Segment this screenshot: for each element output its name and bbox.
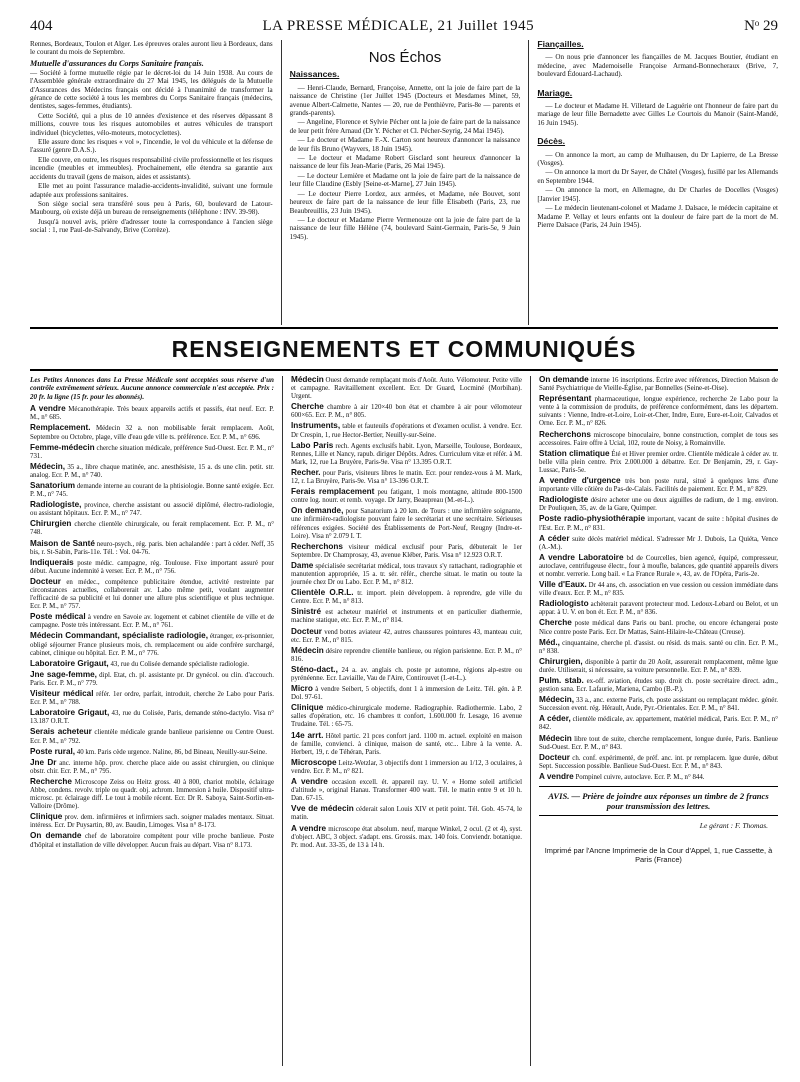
classified-ad [291,543,522,560]
ad-keyword: Micro [291,684,313,694]
classified-ad [291,608,522,625]
ad-keyword: Visiteur médical [30,689,94,699]
ad-text: occasion excell. ét. appareil ray. U. V. « Home soleil artificiel d'altitude », original Hanau. Transformer 400 watt. Tél. le matin entre 9 et 10 h. Dan. 67-15. [291,779,522,803]
classified-ad [291,685,522,702]
classified-ad [539,619,778,636]
engagement-item: — On nous prie d'annoncer les fiançailles de M. Jacques Boutier, étudiant en médecine, avec Mademoiselle Françoise Armand-Bonnecheraux (Brive, 7, boulevard Édouard-Lachaud). [537,53,778,79]
ad-text: tr. import. plein développem. à reprendre, gde ville du Centre. Ecr. P. M., n° 813. [291,590,522,606]
classified-ad [30,559,274,576]
ad-keyword: 14e arrt. [291,730,324,740]
ad-text: table et fauteuils d'opérations et d'examen oculist. à vendre. Ecr. Dr Crespin, 1, rue Hector-Bertier, Neuilly-sur-Seine. [291,423,522,439]
ad-text: cinquantaine, cherche pl. d'assist. ou résid. ds mais. santé ou clin. Ecr. P. M., n° 838. [539,639,778,655]
ad-keyword: A vendre [539,771,574,781]
ad-text: visiteur médical exclusif pour Paris, débuterait le 1er Septembre. Dr Champrosay, 43, avenue Kléber, Paris. Visa n° 12.923 O.R.T. [291,543,522,559]
ad-text: dipl. Etat, ch. pl. assistante pr. Dr gynécol. ou clin. d'accouch. Paris. Ecr. P. M., n° 779. [30,671,274,687]
classified-ad [291,647,522,664]
classified-ad [539,515,778,532]
ad-keyword: Poste rural, [30,746,76,756]
classified-ad [539,677,778,694]
ad-text: ch. conf. expérimenté, de préf. anc. int. pr remplacem. lgue durée, début Sept. Succession possible. Banlieue Sud-Ouest. Ecr. P. M., n° 843. [539,754,778,770]
classified-ad [30,660,274,669]
classified-ad [30,748,274,757]
paragraph: Rennes, Bordeaux, Toulon et Alger. Les épreuves orales auront lieu à Bordeaux, dans le courant du mois de Septembre. [30,40,273,57]
classified-ad [30,405,274,422]
ad-keyword: Femme-médecin [30,442,95,452]
ad-keyword: A céder, [539,714,571,724]
ad-text: chambre à air 120×40 bon état et chambre à air pour vélomoteur 600×65. Ecr. P. M., n° 805. [291,404,522,420]
ad-keyword: A vendre [291,777,328,787]
ad-keyword: Jne sage-femme, [30,669,97,679]
ad-keyword: Sinistré [291,607,322,617]
classified-ad [539,376,778,393]
classified-ad [30,832,274,849]
classified-ad [539,535,778,552]
ad-keyword: Jne Dr [30,757,57,767]
ad-text: 35 a., libre chaque matinée, anc. anesthésiste, 15 a. ds une clin. petit. str. analog. Ecr. P. M., n° 740. [30,463,274,479]
classified-ad [291,825,522,850]
top-section [30,40,778,325]
ad-text: très bon poste rural, situé à quelques kms d'une importante ville côtière du Pas-de-Calais. Facilités de paiement. Ecr. P. M., n° 829. [539,478,778,494]
paragraph: Elle assure donc les risques « vol », l'incendie, le vol du véhicule et la défense de l'assuré (genre D.A.S.). [30,138,273,155]
ad-keyword: Pulm. stab. [539,676,584,685]
classified-ad [539,581,778,598]
right-column [528,40,778,325]
rubric-mariage: Mariage. [537,87,573,98]
ad-keyword: A céder [539,533,570,543]
ad-text: chef de laboratoire compétent pour ville proche banlieue. Poste d'hôpital et installation de ville développer. Aucun frais au départ. Visa n° 8.173. [30,833,274,849]
ad-keyword: Maison de Santé [30,538,95,548]
ad-text: référ. 1er ordre, parfait, introduit, cherche 2e Labo pour Paris. Ecr. P. M., n° 788. [30,691,274,707]
ad-keyword: Remplacement. [30,423,91,433]
ad-text: pour Paris, visiteurs libres le matin. Ecr. pour rendez-vous à M. Mark, 12, r. La Bruyère, Paris-9e. Visa n° 13-396 O.R.T. [291,469,522,486]
ad-text: peu fatigant, 1 mois montagne, altitude 800-1500 contre log. nourr. et remb. voyage. Dr Jarry, Beaupreau (M.-et-L.). [291,489,522,505]
ad-keyword: Radiologiste, [30,500,82,510]
classified-ad [291,376,522,401]
ad-text: microscope binoculaire, bonne construction, complet de tous ses accessoires. Faire offre à Ucial, 102, route de Noisy, à Romainville. [539,431,778,447]
page-number: 404 [30,18,53,34]
ad-keyword: Cherche [539,618,572,628]
ad-keyword: A vendre Laboratoire [539,552,624,562]
ad-text: Mécanothérapie. Très beaux appareils actifs et passifs, état neuf. Ecr. P. M., n° 685. [30,406,274,422]
death-item: — On annonce la mort, en Allemagne, du Dr Charles de Docelles (Vosges) [Janvier 1945]. [537,186,778,203]
ad-text: pharmaceutique, longue expérience, recherche 2e Labo pour la vente à la commission de produits, de préférence conformément, dans les départem. suivants : Vienne, Indre-et-Loire, Loir-et-Cher, Indre, Eure, Eure-et-Loir, Calvados et Orne. Ecr. P. M., n° 826. [539,396,778,428]
ad-keyword: A vendre [30,404,66,414]
birth-item: — Le docteur et Madame Pierre Vermenouze ont la joie de faire part de la naissance de leur fille Hélène (74, boulevard Saint-Germain, Paris-5e, 9 Juin 1945). [289,215,521,241]
classified-ad [30,728,274,745]
classified-ad [291,589,522,606]
ad-keyword: Radiologiste [539,495,589,505]
ad-keyword: Poste médical [30,612,86,622]
classified-ad [539,554,778,579]
rubric-naissances: Naissances. [289,69,340,80]
ad-keyword: Recherchons [291,541,343,551]
classified-ad [539,754,778,771]
classified-ad [539,600,778,617]
ad-text: demande interne au courant de la phtisiologie. Bonne santé exigée. Ecr. P. M., n° 745. [30,482,274,499]
classified-ad [30,482,274,499]
paragraph: Elle couvre, en outre, les risques responsabilité civile professionnelle et les risques incendie (meubles et immeubles). Prochainement, elle étendra sa garantie aux accidents du travail (gens de maison, aides et assistants). [30,155,273,181]
death-item: — On annonce la mort, au camp de Mulhausen, du Dr Lapierre, de La Bresse (Vosges). [537,150,778,168]
classified-ad [539,450,778,475]
ad-text: disponible à partir du 20 Août, assurerait remplacement, même lgue durée. Utiliserait, si nécessaire, sa voiture personnelle. Ecr. P. M., n° 839. [539,658,778,674]
ad-text: prov. dem. infirmières et infirmiers sach. soigner malades mentaux. Situat. intéress. Ecr. Dr Puysartin, 80, av. Baudin, Limoges. Visa n° 8-173. [30,814,274,830]
journal-title: LA PRESSE MÉDICALE, 21 Juillet 1945 [262,18,535,34]
classified-ad [291,666,522,683]
rubric-fiancailles: Fiançailles. [537,40,584,49]
ad-text: vend bottes aviateur 42, autres chaussures pointures 43, manteau cuir, etc. Ecr. P. M., n° 815. [291,628,522,644]
ads-column-3 [530,376,778,1066]
ad-text: Pompinel cuivre, autoclave. Ecr. P. M., n° 844. [575,773,705,781]
classified-ad [291,442,522,467]
ad-text: cherche situation médicale, préférence Sud-Ouest. Ecr. P. M., n° 731. [30,444,274,460]
ad-text: Dr 44 ans, ch. association en vue cession ou cession immédiate dans ville d'eaux. Ecr. P. M., n° 835. [539,582,778,598]
ad-text: bd de Courcelles, bien agencé, équipé, compresseur, autoclave, centrifugeuse électr., four à moufle, balances, gde quantité appareils divers et nombr. verrerie. Long bail. « La France Rurale », 43, av. de l'Opéra, Paris-2e. [539,554,778,578]
ad-text: 43, rue du Colisée, Paris, demande sténo-dactylo. Visa n° 13.187 O.R.T. [30,710,274,726]
ad-keyword: Docteur [30,576,61,586]
ad-text: important, vacant de suite : hôpital d'usines de l'Est. Ecr. P. M., n° 831. [539,516,778,532]
ad-keyword: Laboratoire Grigaut, [30,658,109,668]
ad-text: 24 a. av. anglais ch. poste pr automne, régions alp-estre ou pyrénéenne. Ecr. Laviaille, Vau de l'Aire, Contirouvet (I.-et-L.). [291,666,522,682]
classified-ad [291,759,522,776]
ad-keyword: Représentant [539,394,592,404]
classified-ad [291,704,522,729]
ad-keyword: Sanatorium [30,480,76,490]
ad-keyword: On demande [539,376,589,384]
birth-item: — Angeline, Florence et Sylvie Pécher ont la joie de faire part de la naissance de leur petit frère Arnaud (Dr Y. Pécher et Cl. Pécher-Seyrig, 24 Mai 1945). [289,118,521,135]
paragraph: Cette Société, qui a plus de 10 années d'existence et des réserves dépassant 8 millions, couvre tous les risques automobiles et autres véhicules de transport individuel (bicyclettes, vélo-moteurs, motocyclettes). [30,111,273,137]
ad-keyword: Médecin, [539,695,575,705]
ad-keyword: Recherche [30,776,72,786]
ad-keyword: Ferais remplacement [291,487,375,497]
death-item: — On annonce la mort du Dr Sayer, de Châtel (Vosges), fusillé par les Allemands en Septembre 1944. [537,168,778,185]
ad-text: neuro-psych., rég. paris. bien achalandée : part à céder. Neff, 35 bis, r. St-Sabin, Paris-11e. Tél. : Vol. 04-76. [30,540,274,556]
paragraph: Jusqu'à nouvel avis, prière d'adresser toute la correspondance à l'ancien siège social : 1, rue Paul-de-Salvandy, Brive (Corrèze). [30,217,273,235]
ad-text: clientèle médicale, av. appartement, matériel médical, Paris. Ecr. P. M., n° 842. [539,716,778,732]
ad-text: cherche clientèle chirurgicale, ou ferait remplacement. Ecr. P. M., n° 748. [30,521,274,537]
ad-keyword: Instruments, [291,421,341,431]
ad-text: à vendre en Savoie av. logement et cabinet clientèle de ville et de campagne. Poste très intéressant. Ecr. P. M., n° 761. [30,614,274,630]
ad-text: à vendre Seibert, 5 objectifs, dont 1 à immersion de Leitz. Tél. gén. à P. Dol. 97-61. [291,686,522,702]
ad-text: microscope état absolum. neuf, marque Winkel, 2 ocul. (2 et 4), syst. d'object. ABC, 3 object. s'adapt. ens. Grossis. max. 140 fois. Conviendr. botanique. Pr. mod. Aut. 33-35, de 13 à 14 h. [291,825,522,849]
ad-text: libre tout de suite, cherche remplacement, longue durée, Paris. Banlieue Sud-Ouest. Ecr. P. M., n° 843. [539,735,778,751]
ad-keyword: Clinique [30,812,63,822]
classified-ad [30,578,274,611]
classified-ad [30,671,274,688]
ad-keyword: Chirurgien, [539,656,583,666]
ads-column-1 [30,376,274,1066]
classified-ad [539,773,778,782]
classified-ad [291,562,522,587]
ad-text: 43, rue du Colisée demande spécialiste radiologie. [110,660,249,668]
ad-text: province, cherche assistant ou associé diplômé, électro-radiologie, ou assistant hôpitaux. Ecr. P. M., n° 747. [30,502,274,518]
ad-text: poste médical dans Paris ou banl. proche, ou encore échangerai poste Nice contre poste Paris. Ecr. Dr Mattas, Saint-Hilaire-le-Château (Creuse). [539,620,778,636]
ad-keyword: Cherche [291,402,324,412]
ad-keyword: On demande, [291,506,344,516]
classified-ad [30,613,274,630]
ad-text: poste médic. campagne, rég. Toulouse. Fixe important assuré pour début. Aucune indemnité à verser. Ecr. P. M., n° 756. [30,559,274,575]
ad-keyword: Serais acheteur [30,727,92,737]
ad-keyword: Recher. [291,467,321,477]
classifieds-section [30,376,778,1066]
classified-ad [30,520,274,537]
ad-text: spécialisée secrétariat médical, tous travaux s'y rattachant, radiographie et manutention appropriée, 15 a. tr. sér. référ., cherche situat. le matin ou toute la journée chez Dr ou Labo. Ecr. P. M., n° 812. [291,562,522,587]
death-item: — Le médecin lieutenant-colonel et Madame J. Dalsace, le médecin capitaine et Madame P. Vellay et leurs enfants ont la douleur de faire part de la mort de M. Pierre Dalsace (Paris, 24 Juin 1945). [537,204,778,229]
ad-keyword: Microscope [291,757,337,767]
ad-keyword: Médecin [291,376,324,384]
ad-text: interne 16 inscriptions. Écrire avec références, Direction Maison de Santé Psychiatrique de Vieille-Église, par Bonnelles (Seine-et-Oise). [539,377,778,393]
classified-ad [539,735,778,752]
ad-text: suite décès matériel médical. S'adresser Mr J. Dubois, La Quiéta, Vence (A.-M.). [539,535,778,551]
ad-text: Hôtel partic. 21 pces confort jard. 1100 m. actuel. exploité en maison de famille, convienci. à clinique, maison de santé, etc... Libre à la vente. A. Herbert, 19, r. de Téhéran, Paris. [291,732,522,756]
ad-text: 33 a., anc. externe Paris, ch. poste assistant ou remplaçant médec. génér. Succession event. rég. Hérault, Aude, Pyr.-Orientales. Ecr. P. M., n° 841. [539,697,778,713]
ad-keyword: Docteur [291,626,322,636]
ad-text: pour Sanatorium à 20 km. de Tours : une infirmière soignante, une infirmière-radiologiste pouvant faire le secrétariat et une secrétaire. Sérieuses références exigées. Société des Établissements de Port-Neuf, Reugny (Indre-et-Loire). Visa n° 2.079 I. T. [291,508,522,540]
ad-text: Été et Hiver premier ordre. Clientèle médicale à céder av. tr. belle villa plein centre. Prix 2.000.000 à débattre. Ecr. Dr Benjamin, 29, r. Gay-Lussac, Paris-5e. [539,450,778,474]
classified-ad [539,395,778,428]
ad-keyword: A vendre [291,823,327,833]
ad-keyword: Clientèle O.R.L. [291,588,354,598]
ad-keyword: Ville d'Eaux. [539,580,587,590]
ad-keyword: Dame [291,560,314,570]
ad-keyword: Poste radio-physiothérapie [539,514,646,524]
ad-text: en médec., compétence publicitaire étendue, activité restreinte par circonstances actuelles, collaborerait av. Labo même petit, voulant augmenter l'efficacité de sa publicité et lui donner une allure plus scientifique et plus technique. Ecr. P. M., n° 757. [30,578,274,611]
birth-item: — Henri-Claude, Bernard, Françoise, Annette, ont la joie de faire part de la naissance de Christine (1er Juillet 1945 (Docteurs et Mesdames Minet, 59, avenue Albert-Calmette, Nantes — 20, rue de Penthièvre, Paris-8e — parents et grands-parents). [289,83,521,118]
ad-text: désire reprendre clientèle banlieue, ou région parisienne. Ecr. P. M., n° 816. [291,647,522,663]
ad-text: céderait salon Louis XIV et petit point. Tél. Gob. 45-74, le matin. [291,806,522,822]
ad-text: Microscope Zeiss ou Heitz gross. 40 à 800, chariot mobile, éclairage Abbe, condens. revolv. triple ou quadr. obj. achrom. Immersion à huile. Dispositif ultra-microsc. pr. éclairage diff. Le tout à mobile récent. Ecr. Dr R. Saboya, Saint-Sorlin-en-Valloire (Drôme). [30,778,274,811]
section-heading: Mutuelle d'assurances du Corps Sanitaire français. [30,58,204,68]
ad-keyword: Labo Paris [291,440,334,450]
classified-ad [539,658,778,675]
paragraph: Elle met au point l'assurance maladie-accidents-invalidité, suivant une formule adaptée aux professions sanitaires. [30,182,273,199]
ad-keyword: Médecin, [30,461,66,471]
classified-ad [291,732,522,757]
ad-keyword: Docteur [539,752,570,762]
classified-ad [291,422,522,439]
notice-box: AVIS. — Prière de joindre aux réponses un timbre de 2 francs pour transmission des lettres. [539,786,778,816]
ad-keyword: On demande [30,831,82,841]
wedding-item: — Le docteur et Madame H. Villetard de Laguérie ont l'honneur de faire part du mariage de leur fille Bernadette avec Gilles Le Courtois du Manoir (Saint-Mandé, 16 Juin 1945). [537,102,778,127]
printer-imprint: Imprimé par l'Ancne Imprimerie de la Cour d'Appel, 1, rue Cassette, à Paris (France) [544,846,773,865]
ad-keyword: Médecin [539,733,572,743]
ad-text: 40 km. Paris cède urgence. Naline, 86, bd Bineau, Neuilly-sur-Seine. [76,748,267,756]
ad-keyword: Recherchons [539,429,591,439]
ad-keyword: Méd., [539,637,560,647]
classified-ad [539,496,778,513]
classified-ad [30,540,274,557]
paragraph: — Société à forme mutuelle régie par le décret-loi du 14 Juin 1938. Au cours de l'Assemblée générale extraordinaire du 27 Mai 1945, les délégués de la Mutuelle d'Assurances des Médecins français ont décidé à l'unanimité de transformer la gérance de cette société à tous les membres du Corps Sanitaire français (médecins, dentistes, sages-femmes, étudiants). [30,68,273,111]
classified-ad [539,696,778,713]
birth-item: — Le docteur Pierre Lordez, aux armées, et Madame, née Bouvet, sont heureux de faire part de la naissance de leur fille Élisabeth (Paris, 23, rue Beaubreuillis, 23 Juin 1945). [289,189,521,215]
ad-keyword: A vendre d'urgence [539,476,621,486]
classified-ad [30,444,274,461]
classified-ad [30,813,274,830]
middle-column [281,40,521,325]
ad-keyword: Laboratoire Grigaut, [30,708,110,718]
classified-ad [539,639,778,656]
ad-keyword: Radiologisto [539,599,589,609]
classified-ad [30,463,274,480]
issue-number: Nᵒ 29 [744,18,778,34]
classified-ad [30,759,274,776]
ad-text: désire acheter une ou deux aiguilles de radium, de 1 mg. environ. Dr Pouliquen, 35, av. de la Gare, Quimper. [539,497,778,513]
birth-item: — Le docteur et Madame Robert Gisclard sont heureux d'annoncer la naissance de leur fils Jean-Marie (Paris, 26 Mai 1945). [289,154,521,171]
page-header [30,18,778,38]
classified-ad [291,507,522,540]
birth-item: — Le docteur et Madame F.-X. Carton sont heureux d'annoncer la naissance de leur fils Bruno (Wayvers, 18 Juin 1945). [289,136,521,153]
ads-intro: Les Petites Annonces dans La Presse Médicale sont acceptées sous réserve d'un contrôle extrêmement sérieux. Aucune annonce commerciale n'est acceptée. Prix : 20 fr. la ligne (15 fr. pour les abonnés). [30,376,274,401]
classified-ad [539,477,778,494]
ad-text: rech. Agents exclusifs habit. Lyon, Marseille, Toulouse, Bordeaux, Rennes, Lille et Nancy, rapub. diriger Dépôts. Adres. Curriculum vitæ et référ. à M. Mark, 12, rue La Bruyère, Paris-9e. Visa n° 13.395 O.R.T. [291,442,522,466]
ad-text: Médecin 32 a. non mobilisable ferait remplacem. Août, Septembre ou Octobre, plage, ville d'eau gde ville ts. préférence. Ecr. P. M., n° 696. [30,425,274,441]
ad-text: Ouest demande remplaçant mois d'Août. Auto. Vélomoteur. Petite ville et campagne. Ravitaillement excellent. Ecr. Dr Guard, Locminé (Morbihan). Urgent. [291,377,522,401]
ad-keyword: Clinique [291,703,324,713]
ad-keyword: Médecin Commandant, spécialiste radiologie, [30,631,208,641]
left-column [30,40,273,325]
classified-ad [291,628,522,645]
ad-text: médico-chirurgicale moderne. Radiographie. Radiothermie. Labo, 2 salles d'opération, etc. 16 chambres tt confort, 1.600.000 fr. Lesage, 16 avenue Trudaine. Tél. : 65-75. [291,705,522,729]
classified-ad [30,424,274,441]
paragraph: Son siège social sera transféré sous peu à Paris, 60, boulevard de Latour-Maubourg, où existe déjà un bureau de renseignements (téléphone : INV. 39-98). [30,199,273,217]
ad-text: étranger, ex-prisonnier, obligé séjourner France plusieurs mois, ch. remplacement ou aide confrère surchargé, cabinet, clinique ou hôpital. Ecr. P. M., n° 776. [30,633,274,657]
classified-ad [539,715,778,732]
classified-ad [30,778,274,811]
classified-ad [291,778,522,803]
classified-ad [291,469,522,486]
classified-ad [539,431,778,448]
ad-keyword: Indiquerais [30,557,74,567]
section-title: Nos Échos [368,49,442,66]
classified-ad [291,805,522,822]
ad-keyword: Médecin [291,645,324,655]
ad-text: Leitz-Wetzlar, 3 objectifs dont 1 immersion au 1/12, 3 oculaires, à vendre. Ecr. P. M., n° 821. [291,759,522,775]
ad-keyword: Sténo-dact., [291,664,338,674]
ad-text: est acheteur matériel et instruments et en particulier diathermie, machine statique, etc. Ecr. P. M., n° 814. [291,609,522,625]
classified-ad [30,501,274,518]
ad-keyword: Vve de médecin [291,804,354,814]
ad-text: achèterait paravent protecteur mod. Ledoux-Lebard ou Belot, et un appar. à U. V. en bon ét. Ecr. P. M., n° 836. [539,601,778,617]
ad-keyword: Station climatique [539,448,610,458]
ad-text: anc. interne hôp. prov. cherche place aide ou assist chirurgien, ou clinique obstr. chir. Ecr. P. M., n° 795. [30,759,274,775]
ad-text: clientèle médicale grande banlieue parisienne ou Centre Ouest. Ecr. P. M., n° 792. [30,729,274,745]
rubric-deces: Décès. [537,136,566,147]
ad-keyword: Chirurgien [30,519,72,529]
classified-ad [291,403,522,420]
birth-item: — Le docteur Lemière et Madame ont la joie de faire part de la naissance de leur fille Claudine (Esbly [Seine-et-Marne], 27 Juin 1945). [289,171,521,189]
ads-column-2 [282,376,522,1066]
ad-text: ex-off. aviation, études sup. droit ch. poste secrétaire direct. adm., gestion sana. Ecr. Lafaurie, Mariena, Cambo (B.-P.). [539,678,778,694]
classified-ad [30,690,274,707]
classified-ad [30,709,274,726]
classified-ad [291,488,522,505]
manager-signature: Le gérant : F. Thomas. [699,821,768,831]
section-banner: RENSEIGNEMENTS ET COMMUNIQUÉS [30,327,778,371]
classified-ad [30,632,274,657]
